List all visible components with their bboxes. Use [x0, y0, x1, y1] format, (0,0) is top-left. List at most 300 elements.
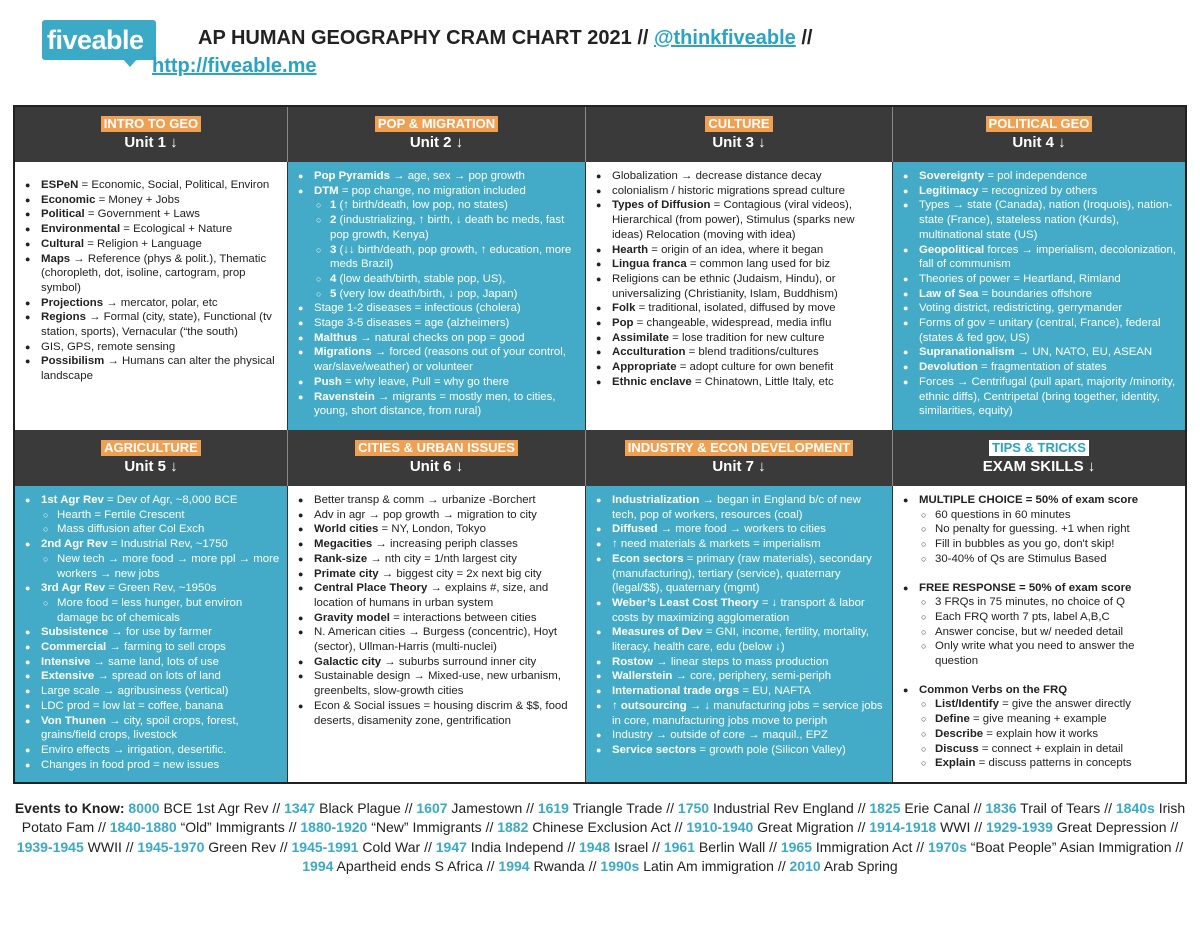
definition: Mass diffusion after Col Exch [57, 523, 205, 536]
term: Pop [612, 317, 634, 330]
definition: → migrants = mostly men, to cities, young, short distance, from rural) [314, 390, 556, 418]
definition: (low death/birth, stable pop, US), [336, 272, 506, 285]
definition: Forces → Centrifugal (pull apart, majority /minority, ethnic diffs), Centripetal (bring together, identity, similarities, equity) [919, 375, 1176, 418]
definition: 30-40% of Qs are Stimulus Based [935, 552, 1107, 565]
definition: → age, sex → pop growth [389, 170, 525, 182]
term: Appropriate [612, 361, 677, 374]
list-item [296, 301, 579, 316]
list-item [901, 697, 1179, 712]
definition: → spread on lots of land [94, 670, 221, 683]
bullet-list [296, 169, 579, 419]
term: Measures of Dev [612, 626, 703, 639]
event-description: WWI // [936, 819, 986, 836]
event-year: 1825 [869, 800, 901, 816]
unit-7-header [586, 430, 893, 486]
event-description: Immigration Act // [812, 838, 928, 855]
unit-3-header [586, 107, 893, 162]
website-link[interactable]: http://fiveable.me [152, 55, 317, 77]
list-item [23, 508, 281, 523]
definition: = growth pole (Silicon Valley) [696, 743, 846, 756]
list-item [594, 345, 886, 360]
list-item [901, 727, 1179, 742]
list-item [594, 537, 886, 552]
bullet-list [23, 493, 281, 772]
list-item [296, 272, 579, 287]
list-item [901, 581, 1179, 596]
term: Industrialization [612, 494, 700, 506]
unit-3-name: CULTURE [705, 116, 772, 132]
definition: = connect + explain in detail [978, 742, 1124, 755]
definition: Better transp & comm → urbanize -Borchert [314, 494, 536, 506]
definition: (very low death/birth, ↓ pop, Japan) [336, 287, 518, 300]
definition: = Government + Laws [84, 208, 200, 221]
list-item [901, 625, 1179, 640]
event-description: Trail of Tears // [1016, 800, 1116, 816]
list-item [296, 655, 579, 670]
event-description: “Old” Immigrants // [176, 819, 301, 836]
definition: (↓↓ birth/death, pop growth, ↑ education, more meds Brazil) [330, 243, 572, 271]
term: Migrations [314, 346, 372, 359]
definition: = explain how it works [983, 727, 1099, 740]
event-year: 1965 [780, 838, 812, 855]
term: 3rd Agr Rev [41, 582, 106, 595]
definition: ↑ need materials & markets = imperialism [612, 538, 821, 551]
list-item [901, 537, 1179, 552]
event-description: Cold War // [358, 838, 436, 855]
definition: = Industrial Rev, ~1750 [107, 538, 228, 551]
term: ↑ outsourcing [612, 699, 687, 712]
term: Malthus [314, 331, 358, 344]
definition: → core, periphery, semi-periph [672, 670, 832, 683]
term: Sovereignty [919, 170, 985, 182]
list-item [23, 743, 281, 758]
list-item [23, 537, 281, 552]
definition: → Formal (city, state), Functional (tv station, sports), Vernacular (“the south) [41, 311, 272, 339]
term: Types of Diffusion [612, 199, 711, 212]
unit-2-header [288, 107, 586, 162]
list-item [296, 345, 579, 374]
event-year: 1939-1945 [16, 838, 84, 855]
definition: → suburbs surround inner city [381, 655, 537, 668]
definition: 3 FRQs in 75 minutes, no choice of Q [935, 596, 1125, 609]
title-text: AP HUMAN GEOGRAPHY CRAM CHART 2021 // [198, 27, 649, 49]
list-item [594, 655, 886, 670]
event-description: Apartheid ends S Africa // [333, 858, 499, 875]
list-item [901, 756, 1179, 771]
term: Commercial [41, 641, 107, 654]
unit-2-name: POP & MIGRATION [375, 116, 498, 132]
unit-3-label: Unit 3 ↓ [712, 134, 766, 151]
list-item [23, 178, 281, 193]
bullet-list [594, 493, 886, 758]
list-item [901, 360, 1179, 375]
definition: → for use by farmer [108, 626, 212, 639]
definition: = NY, London, Tokyo [378, 523, 486, 536]
unit-4-body [893, 162, 1185, 430]
term: Supranationalism [919, 346, 1015, 359]
definition: Theories of power = Heartland, Rimland [919, 272, 1121, 285]
list-item [594, 257, 886, 272]
definition: Religions can be ethnic (Judaism, Hindu), or universalizing (Christianity, Islam, Buddhism) [612, 272, 838, 300]
list-item [296, 390, 579, 419]
exam-skills-body [893, 486, 1185, 782]
term: Gravity model [314, 611, 390, 624]
list-item [594, 625, 886, 654]
unit-4-header [893, 107, 1185, 162]
definition: = Dev of Agr, ~8,000 BCE [103, 494, 238, 506]
unit-1-name: INTRO TO GEO [101, 116, 201, 132]
definition: = Religion + Language [84, 237, 202, 250]
definition: = pol independence [984, 170, 1088, 182]
exam-skills-label: EXAM SKILLS ↓ [982, 457, 1096, 475]
definition: → nth city = 1/nth largest city [367, 552, 517, 565]
term: Common Verbs on the FRQ [919, 683, 1068, 696]
event-year: 1347 [284, 800, 316, 816]
definition: = Green Rev, ~1950s [105, 582, 217, 595]
definition: → forced (reasons out of your control, war/slave/weather) or volunteer [314, 346, 566, 374]
event-year: 2010 [789, 858, 821, 875]
list-item [594, 552, 886, 596]
definition: = ↓ transport & labor costs by maximizing agglomeration [612, 596, 865, 624]
definition: Changes in food prod = new issues [41, 758, 220, 771]
list-item [296, 169, 579, 184]
definition: Each FRQ worth 7 pts, label A,B,C [935, 610, 1110, 623]
list-item [23, 222, 281, 237]
unit-6-label: Unit 6 ↓ [409, 457, 464, 475]
list-item [594, 493, 886, 522]
key-events-timeline [8, 799, 1192, 877]
event-year: 1836 [985, 800, 1017, 816]
event-description: “New” Immigrants // [367, 819, 498, 836]
list-item [23, 340, 281, 355]
list-item [594, 316, 886, 331]
list-item [594, 198, 886, 242]
definition: → Humans can alter the physical landscape [41, 355, 275, 383]
term: Ravenstein [314, 390, 375, 403]
unit-1-header [15, 107, 288, 162]
list-item [23, 237, 281, 252]
list-item [901, 610, 1179, 625]
list-item [23, 596, 281, 625]
list-item [296, 316, 579, 331]
event-description: Industrial Rev England // [709, 800, 870, 816]
term: Discuss [935, 742, 979, 755]
definition: Econ & Social issues = housing discrim & $$, food deserts, disamenity zone, gentrification [314, 699, 568, 727]
list-item [23, 310, 281, 339]
event-year: 1945-1970 [137, 838, 205, 855]
list-item [23, 252, 281, 296]
term: Galactic city [314, 655, 382, 668]
list-item [901, 184, 1179, 199]
logo-text: fiveable [42, 20, 156, 60]
event-year: 1970s [927, 838, 967, 855]
list-item [23, 640, 281, 655]
term: Service sectors [612, 743, 697, 756]
list-item [594, 522, 886, 537]
term: Acculturation [612, 346, 686, 359]
term: Regions [41, 311, 86, 324]
definition: = changeable, widespread, media influ [633, 317, 832, 330]
term: World cities [314, 523, 379, 536]
event-year: 1994 [302, 858, 334, 875]
unit-5-name: AGRICULTURE [101, 440, 201, 456]
bullet-list [901, 493, 1179, 771]
list-item [23, 296, 281, 311]
events-label: Events to Know: [14, 800, 125, 816]
unit-1-body [15, 162, 288, 430]
definition: = Economic, Social, Political, Environ [78, 179, 270, 191]
list-item [901, 639, 1179, 668]
unit-2-body [288, 162, 586, 430]
unit-1-label: Unit 1 ↓ [124, 134, 178, 151]
definition: → same land, lots of use [90, 655, 219, 668]
term: Econ sectors [612, 552, 684, 565]
list-item [901, 522, 1179, 537]
list-item [594, 184, 886, 199]
list-item [901, 243, 1179, 272]
definition: = pop change, no migration included [338, 184, 526, 197]
definition: Globalization → decrease distance decay [612, 170, 822, 182]
list-item [296, 243, 579, 272]
list-item [594, 360, 886, 375]
list-item [594, 728, 886, 743]
definition: = discuss patterns in concepts [975, 757, 1132, 770]
unit-7-name: INDUSTRY & ECON DEVELOPMENT [625, 440, 853, 456]
event-description: India Independ // [466, 838, 579, 855]
list-item [901, 287, 1179, 302]
list-item [901, 198, 1179, 242]
list-item [901, 493, 1179, 508]
event-description: WWII // [83, 838, 138, 855]
definition: colonialism / historic migrations spread culture [612, 184, 845, 197]
definition: = Money + Jobs [95, 193, 180, 206]
list-item [296, 198, 579, 213]
unit-4-name: POLITICAL GEO [986, 116, 1093, 132]
term: Central Place Theory [314, 582, 428, 595]
term: Explain [935, 757, 976, 770]
list-item [23, 699, 281, 714]
event-year: 1961 [663, 838, 695, 855]
list-item [901, 683, 1179, 698]
list-item [23, 625, 281, 640]
definition: New tech → more food → more ppl → more workers → new jobs [57, 552, 280, 580]
term: 3 [330, 243, 337, 256]
event-description: Green Rev // [204, 838, 292, 855]
event-year: 1840-1880 [109, 819, 177, 836]
definition: = give meaning + example [969, 713, 1107, 726]
event-description: Rwanda // [529, 858, 601, 875]
term: Megacities [314, 538, 373, 551]
definition: = blend traditions/cultures [685, 346, 819, 359]
list-item [296, 287, 579, 302]
definition: LDC prod = low lat = coffee, banana [41, 699, 224, 712]
definition: = common lang used for biz [686, 258, 831, 271]
term: Weber’s Least Cost Theory [612, 596, 759, 609]
definition: Types → state (Canada), nation (Iroquois), nation-state (France), stateless nation (Kurds), multinational state (US) [919, 199, 1173, 241]
definition: (industrializing, ↑ birth, ↓ death bc meds, fast pop growth, Kenya) [330, 214, 565, 241]
term: 2nd Agr Rev [41, 538, 108, 551]
definition: → farming to sell crops [106, 641, 226, 654]
cram-chart-grid [13, 105, 1187, 784]
term: Political [41, 208, 85, 221]
term: Define [935, 713, 970, 726]
event-year: 1945-1991 [291, 838, 359, 855]
definition: Voting district, redistricting, gerrymander [919, 302, 1123, 315]
event-year: 1948 [579, 838, 611, 855]
definition: Large scale → agribusiness (vertical) [41, 685, 229, 698]
list-item [23, 493, 281, 508]
list-item [296, 508, 579, 523]
term: Devolution [919, 361, 978, 374]
event-description: Great Depression // [1052, 819, 1179, 836]
event-description: Chinese Exclusion Act // [528, 819, 687, 836]
definition: Only write what you need to answer the question [935, 640, 1135, 668]
unit-6-header [288, 430, 586, 486]
term: Assimilate [612, 331, 669, 344]
definition: = primary (raw materials), secondary (manufacturing), tertiary (service), quaternary (legal/$$), quaternary (mgmt) [612, 552, 872, 595]
list-item [901, 595, 1179, 610]
list-item [594, 169, 886, 184]
list-item [594, 684, 886, 699]
fiveable-logo[interactable] [42, 20, 156, 66]
term: Environmental [41, 223, 121, 236]
definition: → biggest city = 2x next big city [378, 567, 542, 580]
term: Rostow [612, 655, 654, 668]
unit-4-label: Unit 4 ↓ [1012, 134, 1066, 151]
term: Cultural [41, 237, 85, 250]
definition: More food = less hunger, but environ damage bc of chemicals [57, 596, 243, 624]
definition: = origin of an idea, where it began [648, 243, 824, 256]
definition: → mercator, polar, etc [103, 296, 218, 309]
event-description: Triangle Trade // [568, 800, 678, 816]
event-year: 1750 [677, 800, 710, 816]
event-description: Erie Canal // [900, 800, 986, 816]
term: Rank-size [314, 552, 368, 565]
event-description: Irish Potato Fam // [21, 800, 1186, 836]
event-year: 1910-1940 [686, 819, 754, 836]
event-year: 1994 [498, 858, 530, 875]
unit-3-body [586, 162, 893, 430]
unit-5-label: Unit 5 ↓ [124, 457, 178, 475]
event-description: Jamestown // [447, 800, 538, 816]
handle-link[interactable]: @thinkfiveable [654, 27, 796, 49]
list-item [901, 272, 1179, 287]
term: Wallerstein [612, 670, 673, 683]
list-item [296, 669, 579, 698]
definition: forces → imperialism, decolonization, fall of communism [919, 243, 1177, 271]
event-description: BCE 1st Agr Rev // [159, 800, 285, 816]
event-description: Great Migration // [753, 819, 870, 836]
event-description: Arab Spring [820, 858, 898, 875]
term: Geopolitical [919, 243, 985, 256]
definition: → linear steps to mass production [653, 655, 829, 668]
bullet-list [594, 169, 886, 390]
definition: Enviro effects → irrigation, desertific. [41, 743, 227, 756]
list-item [901, 712, 1179, 727]
term: ESPeN [41, 179, 79, 191]
definition: = EU, NAFTA [739, 685, 811, 698]
list-item [901, 552, 1179, 567]
definition: = lose tradition for new culture [668, 331, 825, 344]
list-item [23, 193, 281, 208]
term: Pop Pyramids [314, 170, 390, 182]
list-item [594, 699, 886, 728]
definition: = adopt culture for own benefit [676, 361, 834, 374]
term: Projections [41, 296, 104, 309]
event-year: 1880-1920 [300, 819, 368, 836]
list-item [594, 596, 886, 625]
event-year: 1947 [435, 838, 467, 855]
list-item [296, 537, 579, 552]
definition: → Reference (phys & polit.), Thematic (choropleth, dot, isoline, cartogram, prop symbol) [41, 252, 267, 294]
list-item [296, 699, 579, 728]
list-item [901, 345, 1179, 360]
term: Von Thunen [41, 714, 106, 727]
term: Primate city [314, 567, 379, 580]
event-description: Black Plague // [315, 800, 417, 816]
list-item [23, 354, 281, 383]
list-item [594, 669, 886, 684]
definition: = fragmentation of states [977, 361, 1107, 374]
event-description: “Boat People” Asian Immigration // [966, 838, 1184, 855]
event-year: 8000 [128, 800, 160, 816]
list-item [23, 522, 281, 537]
definition: Sustainable design → Mixed-use, new urbanism, greenbelts, slow-growth cities [314, 670, 561, 698]
event-description: Israel // [610, 838, 664, 855]
definition: → began in England b/c of new tech, pop of workers, resources (coal) [612, 494, 861, 521]
definition: Hearth = Fertile Crescent [57, 508, 185, 521]
list-item [23, 714, 281, 743]
term: 1 [330, 199, 337, 212]
unit-5-body [15, 486, 288, 782]
term: Legitimacy [919, 184, 979, 197]
unit-5-header [15, 430, 288, 486]
definition: Fill in bubbles as you go, don't skip! [935, 538, 1115, 551]
term: Diffused [612, 523, 658, 536]
definition: = Chinatown, Little Italy, etc [691, 375, 834, 388]
term: Subsistence [41, 626, 109, 639]
list-item [296, 213, 579, 242]
list-item [594, 301, 886, 316]
logo-speech-tail [122, 58, 138, 67]
definition: Industry → outside of core → maquil., EPZ [612, 729, 828, 742]
term: MULTIPLE CHOICE = 50% of exam score [919, 494, 1139, 506]
list-item [296, 611, 579, 626]
term: FREE RESPONSE = 50% of exam score [919, 581, 1132, 594]
event-year: 1990s [600, 858, 640, 875]
event-year: 1840s [1115, 800, 1155, 816]
event-year: 1607 [416, 800, 448, 816]
list-item [901, 301, 1179, 316]
definition: Forms of gov = unitary (central, France), federal (states & fed gov, US) [919, 317, 1161, 344]
list-item [296, 331, 579, 346]
term: Lingua franca [612, 258, 687, 271]
list-item [296, 493, 579, 508]
event-year: 1882 [497, 819, 529, 836]
exam-skills-name: TIPS & TRICKS [989, 440, 1089, 456]
definition: = why leave, Pull = why go there [341, 375, 510, 388]
definition: Answer concise, but w/ needed detail [935, 625, 1124, 638]
definition: = traditional, isolated, diffused by move [635, 302, 836, 315]
list-item [23, 581, 281, 596]
definition: (↑ birth/death, low pop, no states) [336, 199, 508, 212]
definition: → more food → workers to cities [657, 523, 826, 536]
list-item [23, 655, 281, 670]
term: Possibilism [41, 355, 105, 368]
term: Law of Sea [919, 287, 979, 300]
list-item [901, 742, 1179, 757]
list-item [296, 184, 579, 199]
